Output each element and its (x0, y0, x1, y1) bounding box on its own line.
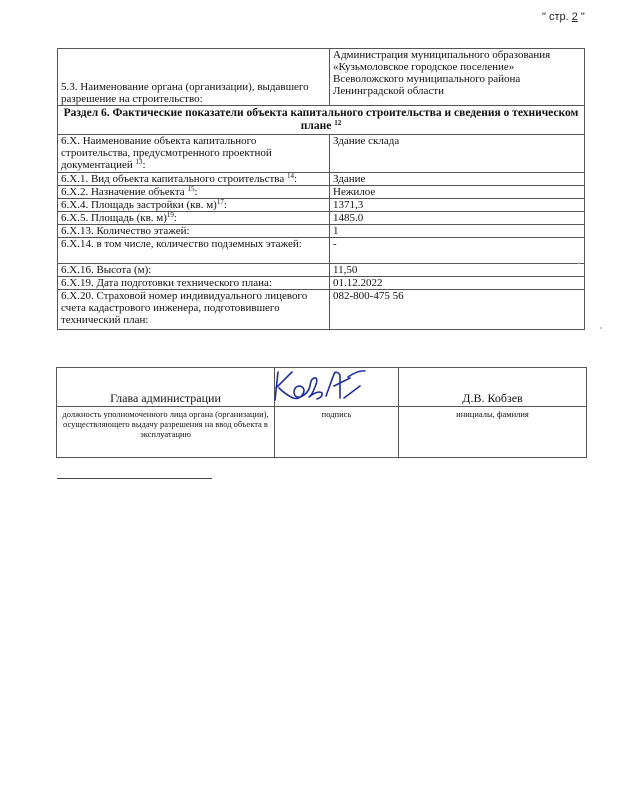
official-name: Д.В. Кобзев (399, 368, 587, 407)
caption-signature: подпись (275, 407, 399, 458)
row-value: Здание (330, 173, 585, 186)
scan-speck (578, 262, 580, 264)
row-value: Здание склада (330, 135, 585, 173)
table-row (58, 264, 585, 277)
row-value: Нежилое (330, 186, 585, 199)
row-value: 1 (330, 225, 585, 238)
table-row (58, 173, 585, 186)
row-value: 1485.0 (330, 212, 585, 225)
row-label: 6.Х.5. Площадь (кв. м)$^{19}$: (58, 212, 330, 225)
table-row (58, 49, 585, 106)
row-label: 6.Х.19. Дата подготовки технического плана: (58, 277, 330, 290)
footnote-separator (57, 478, 212, 479)
row-label: 6.Х.2. Назначение объекта $^{15}$: (58, 186, 330, 199)
table-row (58, 277, 585, 290)
table-row (58, 135, 585, 173)
caption-position: должность уполномоченного лица органа (организации), осуществляющего выдачу разрешения на ввод объекта в эксплуатацию (57, 407, 275, 458)
row-label: 6.Х.1. Вид объекта капитального строительства $^{14}$: (58, 173, 330, 186)
row-label: 6.Х.14. в том числе, количество подземных этажей: (58, 238, 330, 264)
official-position: Глава администрации (57, 368, 275, 407)
row-label: 6.Х.16. Высота (м): (58, 264, 330, 277)
scan-speck (600, 327, 602, 329)
row-label: 6.Х.13. Количество этажей: (58, 225, 330, 238)
permit-table (57, 48, 585, 330)
table-row (57, 407, 587, 458)
handwritten-signature (270, 366, 370, 408)
row-value: 082-800-475 56 (330, 290, 585, 330)
table-row (58, 199, 585, 212)
row-value: 1371,3 (330, 199, 585, 212)
row-value: - (330, 238, 585, 264)
section-header-row (58, 106, 585, 135)
row-value: Администрация муниципального образования «Кузьмоловское городское поселение» Всеволожского муниципального района Ленинградской области (330, 49, 585, 106)
row-value: 11,50 (330, 264, 585, 277)
table-row (58, 186, 585, 199)
table-row (58, 290, 585, 330)
table-row (58, 212, 585, 225)
page-number: " стр. 2 " (542, 11, 585, 23)
section-6-title: Раздел 6. Фактические показатели объекта капитального строительства и сведения о техническом плане $^{12}$ (58, 106, 585, 135)
row-value: 01.12.2022 (330, 277, 585, 290)
row-label: 6.Х.20. Страховой номер индивидуального лицевого счета кадастрового инженера, подготовившего технический план: (58, 290, 330, 330)
caption-name: инициалы, фамилия (399, 407, 587, 458)
row-label: 6.Х.4. Площадь застройки (кв. м)$^{17}$: (58, 199, 330, 212)
table-row (58, 238, 585, 264)
row-label: 5.3. Наименование органа (организации), выдавшего разрешение на строительство: (58, 49, 330, 106)
table-row (58, 225, 585, 238)
row-label: 6.Х. Наименование объекта капитального строительства, предусмотренного проектной документацией $^{13}$: (58, 135, 330, 173)
